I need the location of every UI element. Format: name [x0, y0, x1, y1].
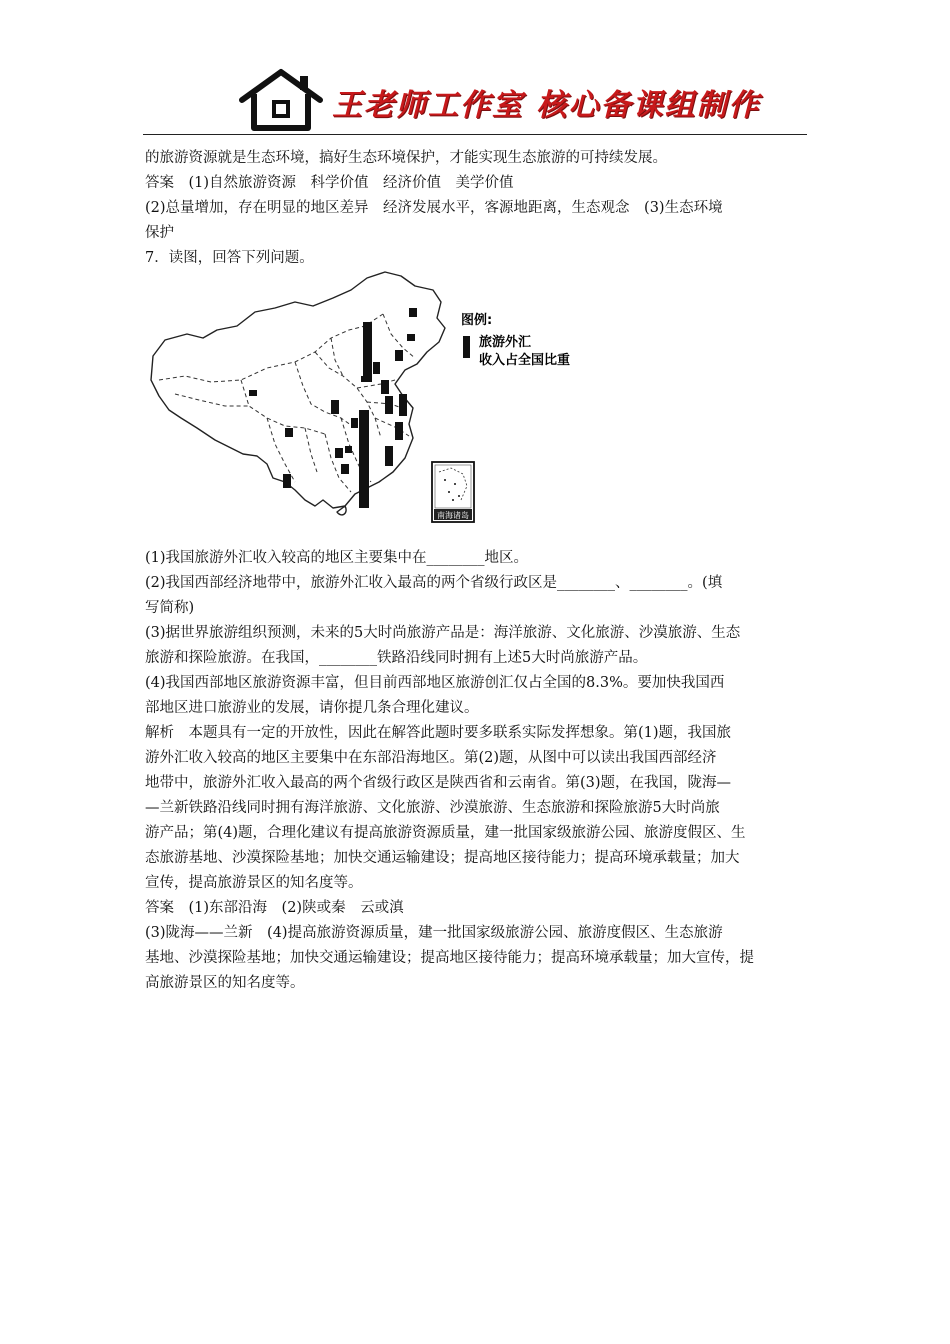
text-line: 游外汇收入较高的地区主要集中在东部沿海地区。第(2)题，从图中可以读出我国西部经济	[145, 750, 717, 766]
question-4: (4)我国西部地区旅游资源丰富，但目前西部地区旅游创汇仅占全国的8.3%。要加快我国西	[145, 675, 725, 691]
legend-title: 图例:	[461, 313, 493, 328]
text-line: 旅游和探险旅游。在我国，________铁路沿线同时拥有上述5大时尚旅游产品。	[145, 650, 648, 666]
text-line: 宣传，提高旅游景区的知名度等。	[145, 875, 363, 891]
text-line: 答案 (1)自然旅游资源 科学价值 经济价值 美学价值	[145, 175, 514, 191]
bar-zhejiang	[395, 422, 403, 440]
question-title: 7．读图，回答下列问题。	[145, 250, 314, 266]
bar-yunnan	[283, 474, 291, 488]
legend-label-line1: 旅游外汇	[479, 335, 532, 350]
answer-line: 答案 (1)东部沿海 (2)陕或秦 云或滇	[145, 900, 404, 916]
text-line: 基地、沙漠探险基地；加快交通运输建设；提高地区接待能力；提高环境承载量；加大宣传，提	[145, 950, 754, 966]
legend-label-line2: 收入占全国比重	[479, 353, 571, 368]
inset-label: 南海诸岛	[437, 511, 469, 520]
question-3: (3)据世界旅游组织预测，未来的5大时尚旅游产品是：海洋旅游、文化旅游、沙漠旅游、生态	[145, 625, 741, 641]
brand-title: 王老师工作室 核心备课组制作	[332, 88, 761, 123]
bar-liaoning	[395, 350, 403, 361]
bar-heilongjiang	[409, 308, 417, 317]
text-line: 高旅游景区的知名度等。	[145, 975, 305, 991]
text-line: (2)总量增加，存在明显的地区差异 经济发展水平，客源地距离，生态观念 (3)生态环境	[145, 200, 723, 216]
text-line: 态旅游基地、沙漠探险基地；加快交通运输建设；提高地区接待能力；提高环境承载量；加大	[145, 850, 740, 866]
map-legend	[461, 312, 570, 368]
text-line: 保护	[145, 225, 174, 241]
document-body-continued	[145, 546, 809, 996]
bar-shanxi	[361, 376, 368, 382]
bar-sichuan	[285, 428, 293, 437]
text-line: 写简称)	[145, 600, 195, 616]
bar-guangdong	[359, 410, 369, 508]
analysis-line: 解析 本题具有一定的开放性，因此在解答此题时要多联系实际发挥想象。第(1)题，我国旅	[145, 725, 732, 741]
china-outline	[151, 272, 445, 508]
south-china-sea-inset	[432, 462, 474, 522]
text-line: 的旅游资源就是生态环境，搞好生态环境保护，才能实现生态旅游的可持续发展。	[145, 150, 667, 166]
china-tourism-map	[145, 268, 615, 530]
bar-henan	[351, 418, 358, 428]
bar-shanghai	[399, 394, 407, 416]
text-line: 游产品；第(4)题，合理化建议有提高旅游资源质量，建一批国家级旅游公园、旅游度假区、生	[145, 825, 746, 841]
document-body	[145, 146, 809, 271]
text-line: 地带中，旅游外汇收入最高的两个省级行政区是陕西省和云南省。第(3)题，在我国，陇海—	[145, 775, 732, 791]
bar-gansu	[249, 390, 257, 396]
text-line: 部地区进口旅游业的发展，请你提几条合理化建议。	[145, 700, 479, 716]
house-icon	[238, 68, 324, 132]
bar-jilin	[407, 334, 415, 341]
question-2: (2)我国西部经济地带中，旅游外汇收入最高的两个省级行政区是________、________。(填	[145, 575, 723, 591]
bar-beijing	[363, 322, 372, 382]
header-divider	[143, 134, 807, 135]
bar-shandong	[381, 380, 389, 394]
bar-hebei	[373, 362, 380, 374]
question-1: (1)我国旅游外汇收入较高的地区主要集中在________地区。	[145, 550, 529, 566]
bar-shaanxi	[331, 400, 339, 414]
bar-hunan	[345, 446, 352, 453]
header-banner	[232, 66, 761, 136]
bar-guangxi	[341, 464, 349, 474]
text-line: —兰新铁路沿线同时拥有海洋旅游、文化旅游、沙漠旅游、生态旅游和探险旅游5大时尚旅	[145, 800, 720, 816]
bar-guizhou	[335, 448, 343, 458]
text-line: (3)陇海——兰新 (4)提高旅游资源质量，建一批国家级旅游公园、旅游度假区、生态旅游	[145, 925, 723, 941]
bar-jiangsu	[385, 396, 393, 414]
bar-fujian	[385, 446, 393, 466]
legend-bar-swatch	[463, 336, 470, 358]
